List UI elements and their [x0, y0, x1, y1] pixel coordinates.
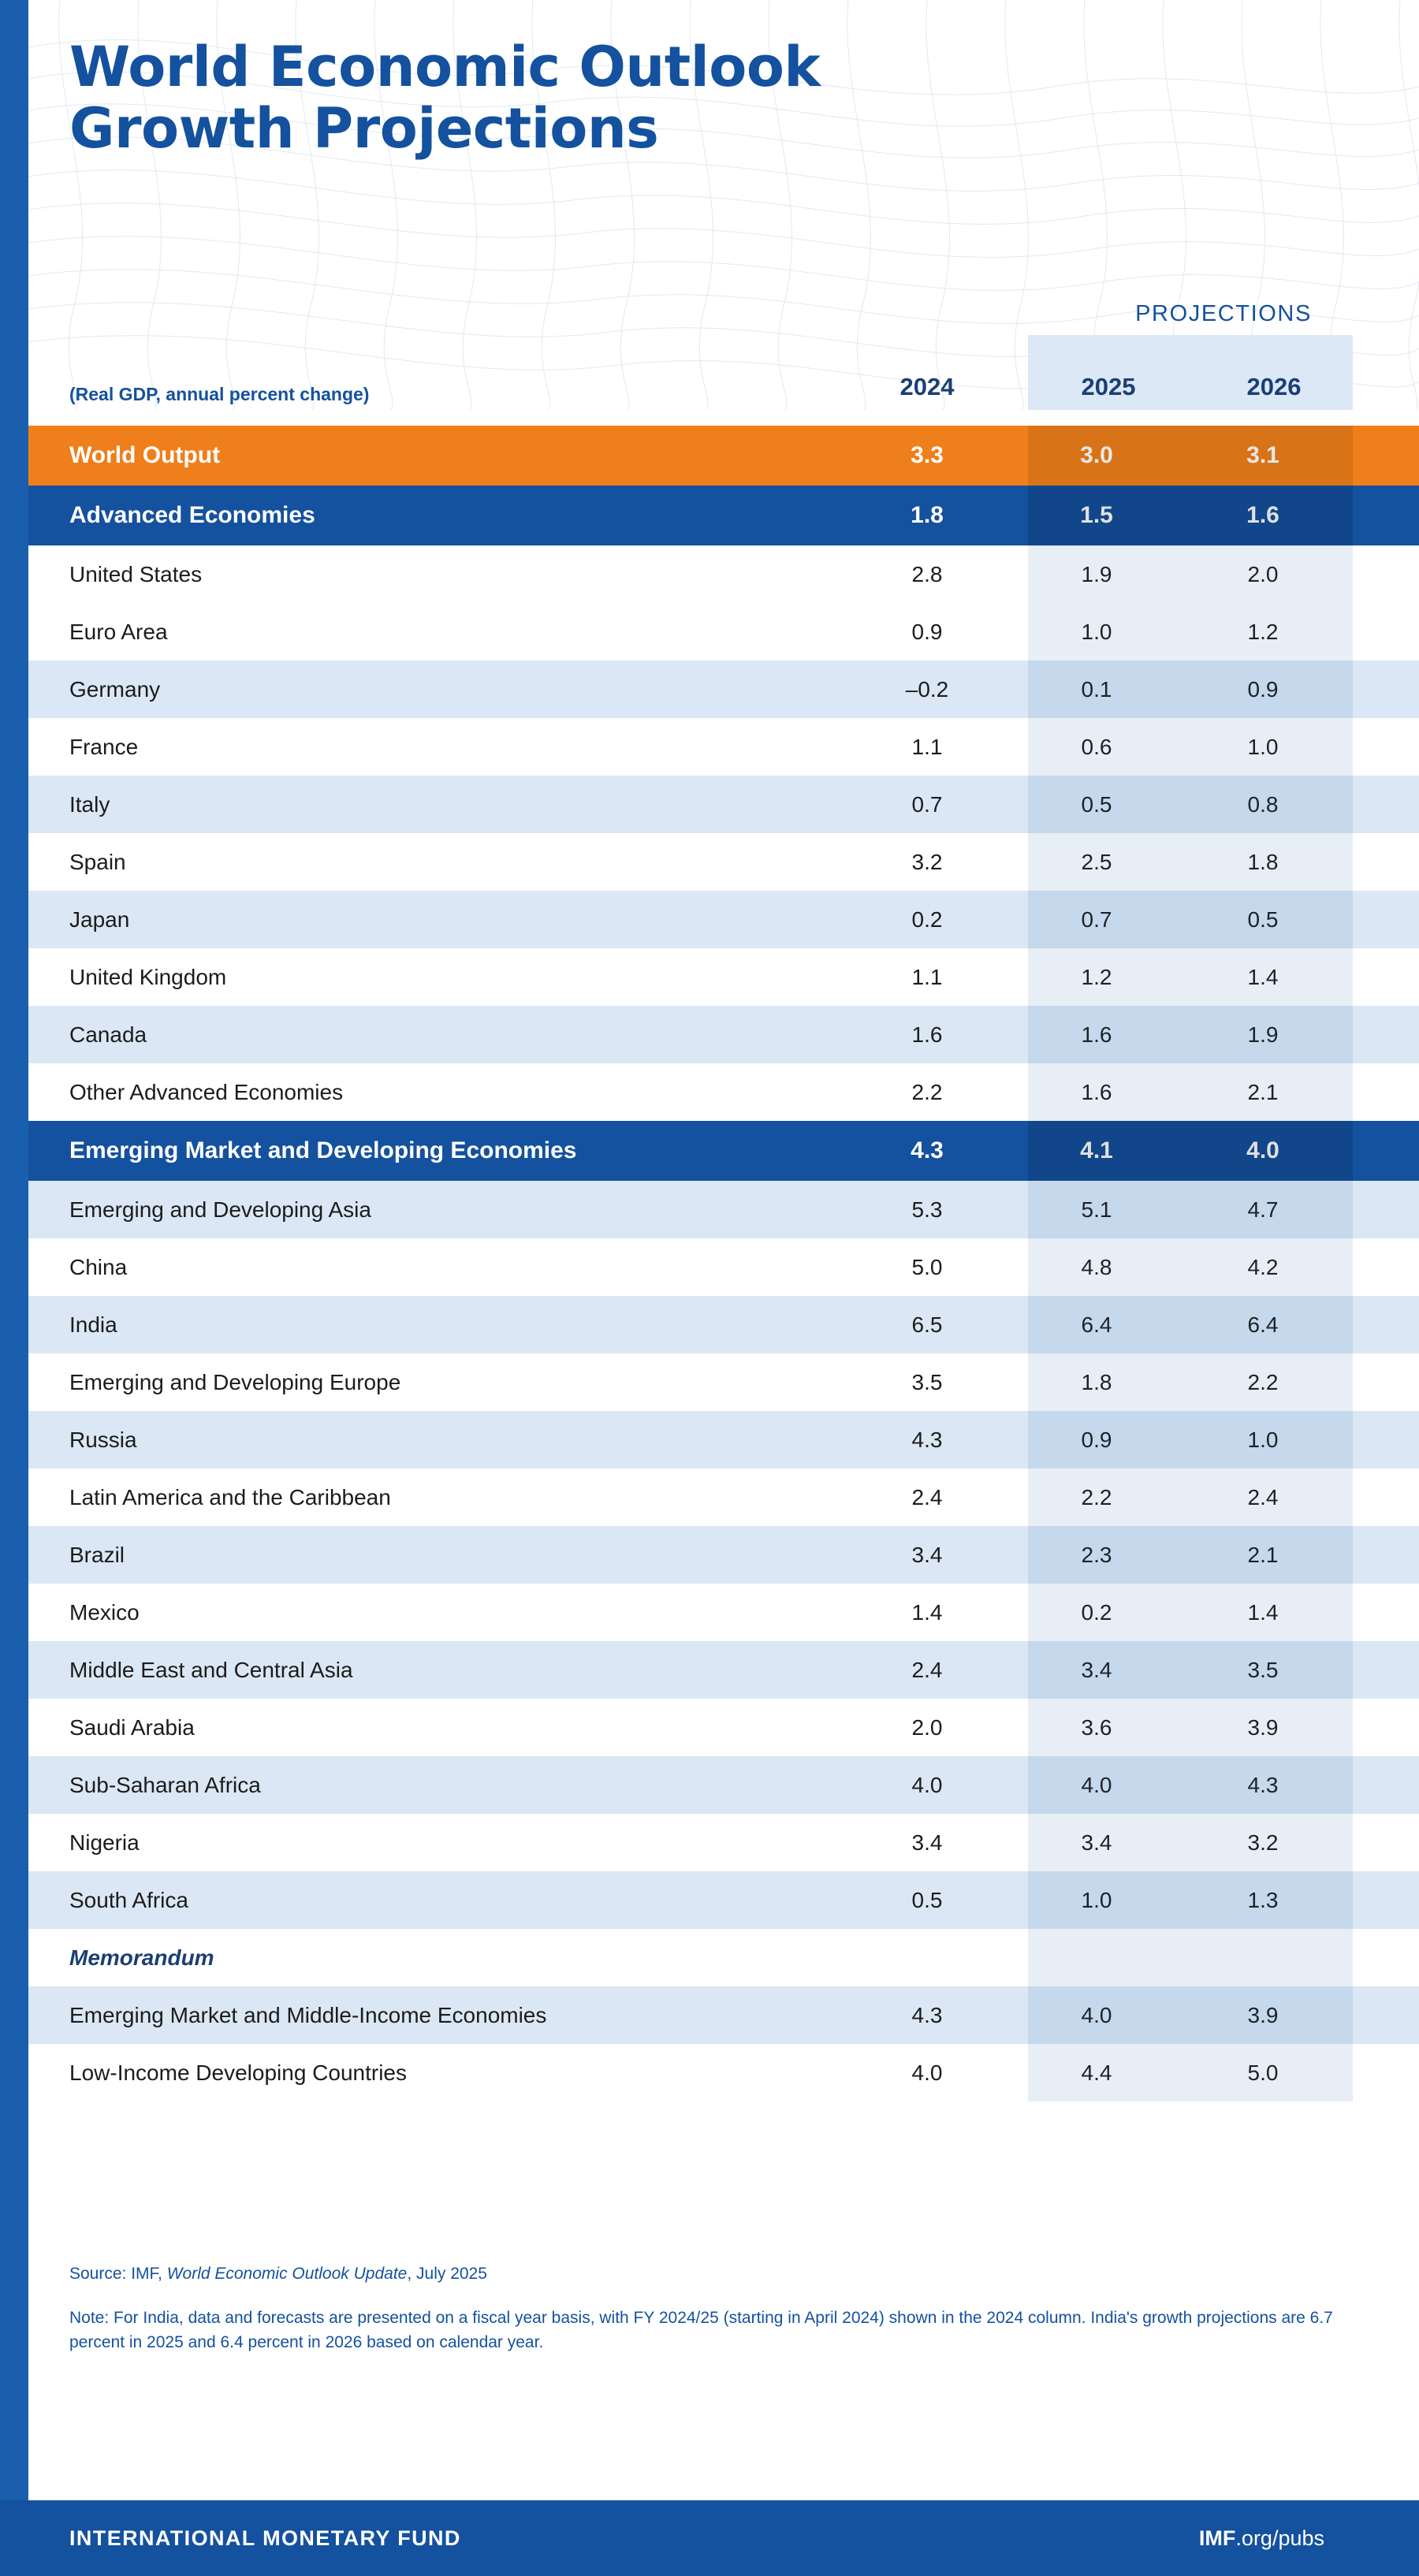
- row-label: Sub-Saharan Africa: [69, 1772, 261, 1797]
- table-row: [28, 1121, 1419, 1181]
- table-row: [28, 718, 1419, 776]
- row-value-2024: 2.0: [911, 1714, 943, 1740]
- row-value-2024: 0.5: [911, 1887, 943, 1912]
- row-value-2024: 1.1: [911, 964, 943, 989]
- row-value-2026: 1.6: [1246, 502, 1279, 528]
- page-title-line-1: World Economic Outlook: [69, 35, 821, 99]
- row-label: Low-Income Developing Countries: [69, 2060, 407, 2085]
- row-value-2025: 1.9: [1081, 561, 1112, 586]
- row-value-2025: 3.4: [1081, 1657, 1112, 1682]
- table-row: [28, 1063, 1419, 1121]
- row-label: Brazil: [69, 1542, 125, 1567]
- table-row: [28, 1929, 1419, 1986]
- row-value-2024: 6.5: [911, 1312, 943, 1337]
- table-row: [28, 486, 1419, 545]
- content-area: [28, 0, 1419, 2576]
- table-subtitle: (Real GDP, annual percent change): [69, 384, 370, 404]
- table-row: [28, 1526, 1419, 1584]
- row-value-2025: 4.0: [1081, 2002, 1112, 2027]
- row-value-2025: 0.1: [1081, 676, 1112, 702]
- column-header-2024: 2024: [899, 373, 955, 400]
- row-value-2026: 2.4: [1247, 1484, 1279, 1509]
- row-value-2024: 5.3: [911, 1197, 943, 1222]
- table-row: [28, 1353, 1419, 1411]
- table-row: [28, 603, 1419, 661]
- row-value-2025: 4.0: [1081, 1772, 1112, 1797]
- row-value-2026: 2.1: [1247, 1079, 1279, 1104]
- header: [28, 0, 1419, 410]
- left-blue-rail: [0, 0, 28, 2576]
- source-note: [69, 2262, 1362, 2286]
- row-label: Emerging and Developing Asia: [69, 1197, 371, 1222]
- page-title: [69, 36, 820, 160]
- row-value-2024: 3.4: [911, 1542, 943, 1567]
- row-label: Middle East and Central Asia: [69, 1657, 353, 1682]
- row-label: Latin America and the Caribbean: [69, 1484, 391, 1509]
- row-value-2026: 1.4: [1247, 964, 1279, 989]
- table-row: [28, 833, 1419, 891]
- row-label: China: [69, 1254, 128, 1279]
- row-label: France: [69, 734, 139, 759]
- row-value-2025: 1.6: [1081, 1022, 1112, 1047]
- row-value-2026: 1.0: [1247, 1427, 1279, 1452]
- row-value-2025: 0.9: [1081, 1427, 1112, 1452]
- row-value-2024: 2.4: [911, 1657, 943, 1682]
- source-suffix: , July 2025: [407, 2265, 487, 2283]
- footer-bar: [0, 2500, 1419, 2576]
- table-row: [28, 948, 1419, 1006]
- row-value-2024: 3.5: [911, 1369, 943, 1394]
- row-value-2026: 2.0: [1247, 561, 1279, 586]
- row-value-2025: 0.7: [1081, 906, 1112, 932]
- table-row: [28, 1699, 1419, 1756]
- row-value-2024: 2.4: [911, 1484, 943, 1509]
- table-row: [28, 545, 1419, 603]
- projection-columns-shade: [1028, 1929, 1353, 1986]
- table-row: [28, 426, 1419, 486]
- table-row: [28, 776, 1419, 833]
- row-value-2025: 1.0: [1081, 1887, 1112, 1912]
- row-value-2026: 0.9: [1247, 676, 1279, 702]
- row-label: Emerging Market and Middle-Income Economies: [69, 2002, 547, 2027]
- imf-organization-name: INTERNATIONAL MONETARY FUND: [69, 2526, 461, 2550]
- row-value-2024: –0.2: [905, 676, 949, 702]
- row-value-2026: 1.0: [1247, 734, 1279, 759]
- row-value-2025: 0.6: [1081, 734, 1112, 759]
- row-label: United States: [69, 561, 203, 586]
- row-value-2025: 6.4: [1081, 1312, 1112, 1337]
- row-label: Mexico: [69, 1599, 140, 1625]
- table-row: [28, 1411, 1419, 1469]
- row-value-2025: 4.1: [1080, 1137, 1113, 1163]
- row-label: Saudi Arabia: [69, 1714, 195, 1740]
- row-value-2025: 5.1: [1081, 1197, 1112, 1222]
- table-row: [28, 1986, 1419, 2044]
- row-value-2026: 3.9: [1247, 2002, 1279, 2027]
- row-value-2024: 4.0: [911, 2060, 943, 2085]
- row-value-2026: 4.2: [1247, 1254, 1279, 1279]
- row-value-2024: 5.0: [911, 1254, 943, 1279]
- row-value-2024: 1.6: [911, 1022, 943, 1047]
- row-value-2026: 3.2: [1247, 1830, 1279, 1855]
- table-row: [28, 1469, 1419, 1526]
- row-value-2026: 5.0: [1247, 2060, 1279, 2085]
- row-value-2024: 1.4: [911, 1599, 943, 1625]
- row-value-2026: 3.5: [1247, 1657, 1279, 1682]
- row-label: Euro Area: [69, 619, 168, 644]
- row-label: Italy: [69, 791, 110, 817]
- row-label: Germany: [69, 676, 161, 702]
- row-value-2025: 3.4: [1081, 1830, 1112, 1855]
- row-value-2026: 1.2: [1247, 619, 1279, 644]
- table-row: [28, 1641, 1419, 1699]
- row-label: Japan: [69, 906, 130, 932]
- row-value-2026: 4.0: [1246, 1137, 1279, 1163]
- row-label: Canada: [69, 1022, 147, 1047]
- row-label: United Kingdom: [69, 964, 227, 989]
- table-row: [28, 1756, 1419, 1814]
- row-value-2026: 1.9: [1247, 1022, 1279, 1047]
- row-value-2024: 1.8: [911, 502, 944, 528]
- row-value-2024: 2.8: [911, 561, 943, 586]
- table-row: [28, 1871, 1419, 1929]
- table-row: [28, 2044, 1419, 2101]
- row-value-2024: 0.2: [911, 906, 943, 932]
- row-value-2024: 4.3: [911, 1427, 943, 1452]
- footnotes: [69, 2262, 1362, 2355]
- row-value-2026: 3.1: [1246, 442, 1279, 468]
- row-value-2026: 2.1: [1247, 1542, 1279, 1567]
- table-row: [28, 1181, 1419, 1238]
- row-value-2024: 3.2: [911, 849, 943, 874]
- imf-url-rest: .org/pubs: [1235, 2526, 1324, 2550]
- row-value-2026: 6.4: [1247, 1312, 1279, 1337]
- row-label: Other Advanced Economies: [69, 1079, 344, 1104]
- row-value-2025: 1.0: [1081, 619, 1112, 644]
- row-value-2026: 4.7: [1247, 1197, 1279, 1222]
- source-publication: World Economic Outlook Update: [166, 2265, 408, 2283]
- row-value-2024: 1.1: [911, 734, 943, 759]
- row-value-2025: 1.8: [1081, 1369, 1112, 1394]
- row-label: South Africa: [69, 1887, 188, 1912]
- row-value-2026: 0.5: [1247, 906, 1279, 932]
- row-value-2025: 3.0: [1080, 442, 1113, 468]
- row-value-2026: 3.9: [1247, 1714, 1279, 1740]
- row-value-2025: 4.8: [1081, 1254, 1112, 1279]
- row-value-2024: 3.3: [911, 442, 944, 468]
- row-value-2025: 1.5: [1080, 502, 1113, 528]
- row-value-2025: 2.5: [1081, 849, 1112, 874]
- growth-projections-table: [28, 426, 1419, 2101]
- row-label: Memorandum: [69, 1945, 214, 1970]
- imf-url[interactable]: [1199, 2526, 1324, 2551]
- projections-label: PROJECTIONS: [1135, 301, 1312, 326]
- column-header-2025: 2025: [1081, 373, 1136, 400]
- row-label: India: [69, 1312, 117, 1337]
- row-value-2026: 1.4: [1247, 1599, 1279, 1625]
- page-title-line-2: Growth Projections: [69, 96, 659, 162]
- row-value-2024: 0.9: [911, 619, 943, 644]
- row-value-2026: 2.2: [1247, 1369, 1279, 1394]
- row-value-2025: 1.6: [1081, 1079, 1112, 1104]
- row-value-2026: 0.8: [1247, 791, 1279, 817]
- table-row: [28, 1006, 1419, 1063]
- row-value-2025: 3.6: [1081, 1714, 1112, 1740]
- row-value-2025: 4.4: [1081, 2060, 1112, 2085]
- row-value-2024: 4.3: [911, 2002, 943, 2027]
- imf-url-bold: IMF: [1198, 2526, 1236, 2550]
- row-value-2026: 4.3: [1247, 1772, 1279, 1797]
- row-label: Nigeria: [69, 1830, 140, 1855]
- row-label: Emerging and Developing Europe: [69, 1369, 401, 1394]
- row-value-2025: 1.2: [1081, 964, 1112, 989]
- row-value-2025: 0.2: [1081, 1599, 1112, 1625]
- row-label: Advanced Economies: [69, 502, 315, 528]
- row-value-2024: 0.7: [911, 791, 943, 817]
- india-note: Note: For India, data and forecasts are presented on a fiscal year basis, with FY 2024/25 (starting in April 2024) shown in the 2024 column. India's growth projections are 6.7 percent in 2025 and 6.4 percent in 2026 based on calendar year.: [69, 2309, 1333, 2351]
- table-row: [28, 661, 1419, 718]
- row-value-2024: 3.4: [911, 1830, 943, 1855]
- column-header-2026: 2026: [1246, 373, 1302, 400]
- row-value-2025: 0.5: [1081, 791, 1112, 817]
- table-row: [28, 1814, 1419, 1871]
- row-label: Russia: [69, 1427, 137, 1452]
- table-row: [28, 1296, 1419, 1353]
- row-value-2024: 2.2: [911, 1079, 943, 1104]
- row-value-2024: 4.0: [911, 1772, 943, 1797]
- row-value-2025: 2.2: [1081, 1484, 1112, 1509]
- row-label: Emerging Market and Developing Economies: [69, 1137, 577, 1163]
- source-prefix: Source: IMF,: [69, 2265, 167, 2283]
- table-row: [28, 891, 1419, 948]
- row-label: Spain: [69, 849, 126, 874]
- row-value-2025: 2.3: [1081, 1542, 1112, 1567]
- row-value-2026: 1.3: [1247, 1887, 1279, 1912]
- row-value-2026: 1.8: [1247, 849, 1279, 874]
- table-row: [28, 1238, 1419, 1296]
- table-row: [28, 1584, 1419, 1641]
- row-value-2024: 4.3: [911, 1137, 944, 1163]
- row-label: World Output: [69, 442, 221, 468]
